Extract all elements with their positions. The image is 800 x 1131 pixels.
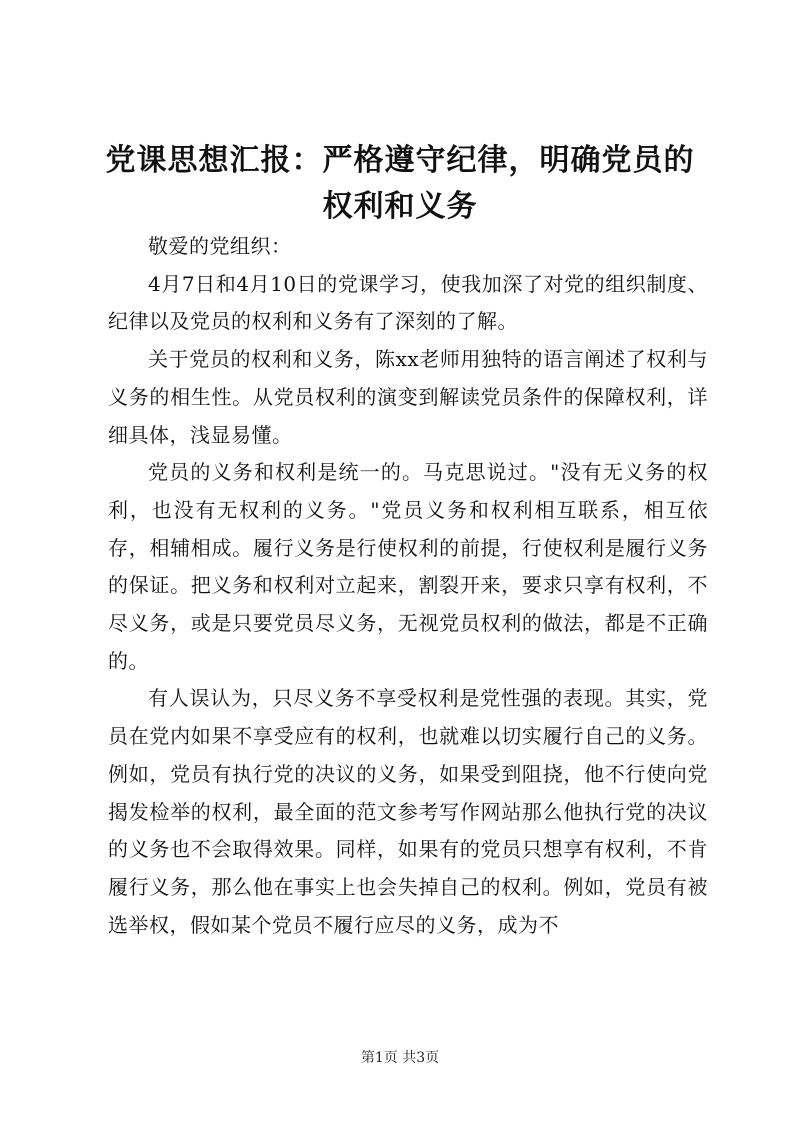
salutation: 敬爱的党组织：: [148, 234, 292, 258]
paragraph-2: 关于党员的权利和义务，陈xx老师用独特的语言阐述了权利与义务的相生性。从党员权利的演变到解读党员条件的保障权利，详细具体，浅显易懂。: [108, 347, 708, 447]
paragraph-1: 4月7日和4月10日的党课学习，使我加深了对党的组织制度、纪律以及党员的权利和义务有了深刻的了解。: [108, 271, 708, 334]
document-title: 党课思想汇报：严格遵守纪律，明确党员的权利和义务: [105, 143, 695, 224]
paragraph-4: 有人误认为，只尽义务不享受权利是党性强的表现。其实，党员在党内如果不享受应有的权利，也就难以切实履行自己的义务。例如，党员有执行党的决议的义务，如果受到阻挠，他不行使向党揭发检举的权利，最全面的范文参考写作网站那么他执行党的决议的义务也不会取得效果。同样，如果有的党员只想享有权利，不肯履行义务，那么他在事实上也会失掉自己的权利。例如，党员有被选举权，假如某个党员不履行应尽的义务，成为不: [108, 686, 708, 937]
document-body: [108, 228, 708, 944]
page-number-footer: 第1页 共3页: [360, 1050, 440, 1066]
paragraph-3: 党员的义务和权利是统一的。马克思说过。"没有无义务的权利，也没有无权利的义务。"党员义务和权利相互联系，相互依存，相辅相成。履行义务是行使权利的前提，行使权利是履行义务的保证。把义务和权利对立起来，割裂开来，要求只享有权利，不尽义务，或是只要党员尽义务，无视党员权利的做法，都是不正确的。: [108, 460, 708, 673]
